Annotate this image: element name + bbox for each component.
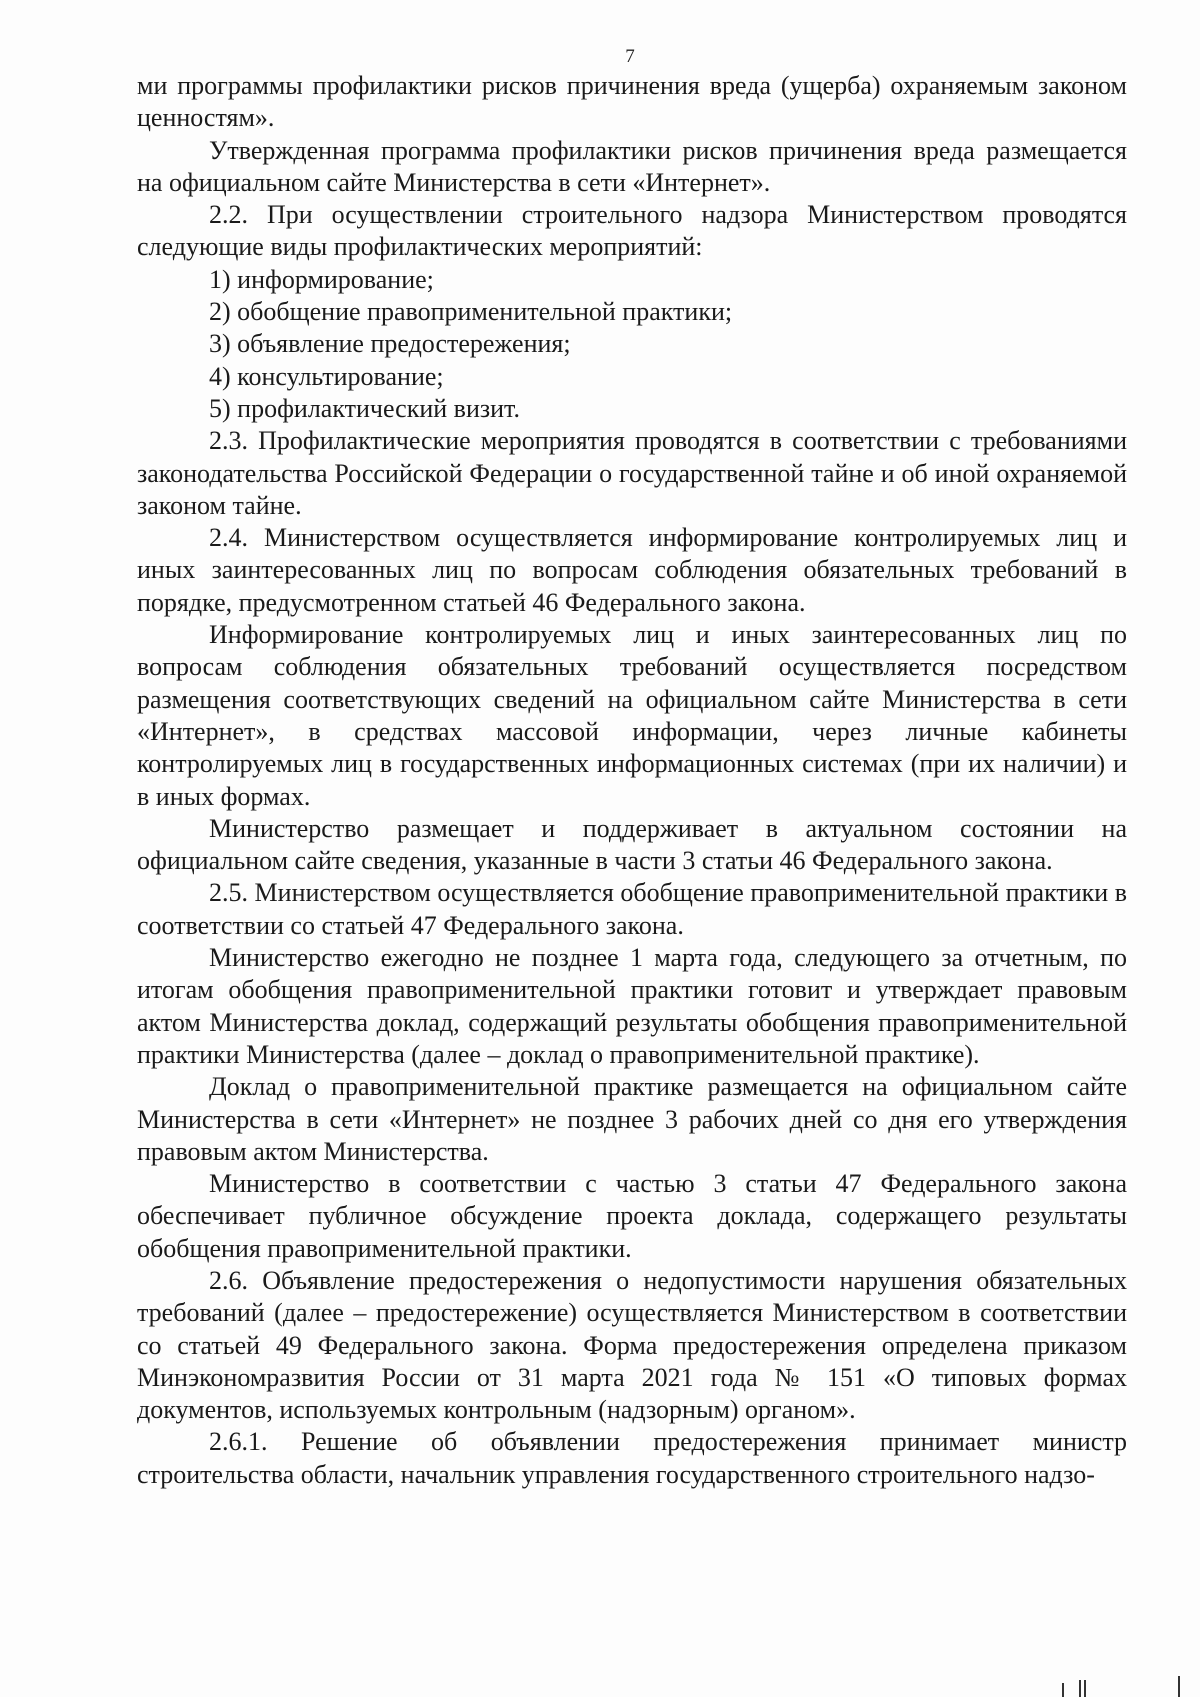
section-2-6-1: 2.6.1. Решение об объявлении предостережения принимает министр строительства области, начальник управления государственного строительного надзо- bbox=[137, 1427, 1127, 1489]
scan-artifact bbox=[1084, 1680, 1086, 1697]
paragraph: Министерство в соответствии с частью 3 статьи 47 Федерального закона обеспечивает публичное обсуждение проекта доклада, содержащего результаты обобщения правоприменительной практики. bbox=[137, 1169, 1127, 1263]
list-item: 3) объявление предостережения; bbox=[209, 329, 571, 359]
list-item: 1) информирование; bbox=[209, 264, 434, 294]
scan-artifact bbox=[1178, 1676, 1180, 1697]
paragraph: Министерство размещает и поддерживает в актуальном состоянии на официальном сайте сведения, указанные в части 3 статьи 46 Федерального закона. bbox=[137, 813, 1127, 876]
paragraph: Информирование контролируемых лиц и иных заинтересованных лиц по вопросам соблюдения обязательных требований осуществляется посредством размещения соответствующих сведений на официальном сайте Министерства в сети «Интернет», в средствах массовой информации, через личные кабинеты контролируемых лиц в государственных информационных системах (при их наличии) и в иных формах. bbox=[137, 620, 1127, 811]
section-2-3: 2.3. Профилактические мероприятия проводятся в соответствии с требованиями законодательства Российской Федерации о государственной тайне и об иной охраняемой законом тайне. bbox=[137, 426, 1127, 520]
scan-artifact bbox=[1062, 1683, 1064, 1697]
paragraph-continuation: ми программы профилактики рисков причинения вреда (ущерба) охраняемым законом ценностям». bbox=[137, 71, 1127, 133]
section-2-6: 2.6. Объявление предостережения о недопустимости нарушения обязательных требований (далее – предостережение) осуществляется Министерством в соответствии со статьей 49 Федерального закона. Форма предостережения определена приказом Минэкономразвития России от 31 марта 2021 года № 151 «О типовых формах документов, используемых контрольным (надзорным) органом». bbox=[137, 1265, 1127, 1425]
list-item: 2) обобщение правоприменительной практики; bbox=[209, 297, 733, 327]
paragraph: Утвержденная программа профилактики рисков причинения вреда размещается на официальном сайте Министерства в сети «Интернет». bbox=[137, 135, 1127, 197]
scan-artifact bbox=[1079, 1680, 1081, 1697]
page-number: 7 bbox=[625, 46, 635, 67]
paragraph: Доклад о правоприменительной практике размещается на официальном сайте Министерства в сети «Интернет» не позднее 3 рабочих дней со дня его утверждения правовым актом Министерства. bbox=[137, 1072, 1127, 1166]
document-body bbox=[137, 70, 1127, 1491]
section-2-5: 2.5. Министерством осуществляется обобщение правоприменительной практики в соответствии со статьей 47 Федерального закона. bbox=[137, 878, 1127, 940]
paragraph: Министерство ежегодно не позднее 1 марта года, следующего за отчетным, по итогам обобщения правоприменительной практики готовит и утверждает правовым актом Министерства доклад, содержащий результаты обобщения правоприменительной практики Министерства (далее – доклад о правоприменительной практике). bbox=[137, 943, 1127, 1069]
section-2-4: 2.4. Министерством осуществляется информирование контролируемых лиц и иных заинтересованных лиц по вопросам соблюдения обязательных требований в порядке, предусмотренном статьей 46 Федерального закона. bbox=[137, 523, 1127, 617]
list-item: 4) консультирование; bbox=[209, 361, 444, 391]
section-2-2: 2.2. При осуществлении строительного надзора Министерством проводятся следующие виды профилактических мероприятий: bbox=[137, 200, 1127, 262]
list-item: 5) профилактический визит. bbox=[209, 393, 520, 423]
